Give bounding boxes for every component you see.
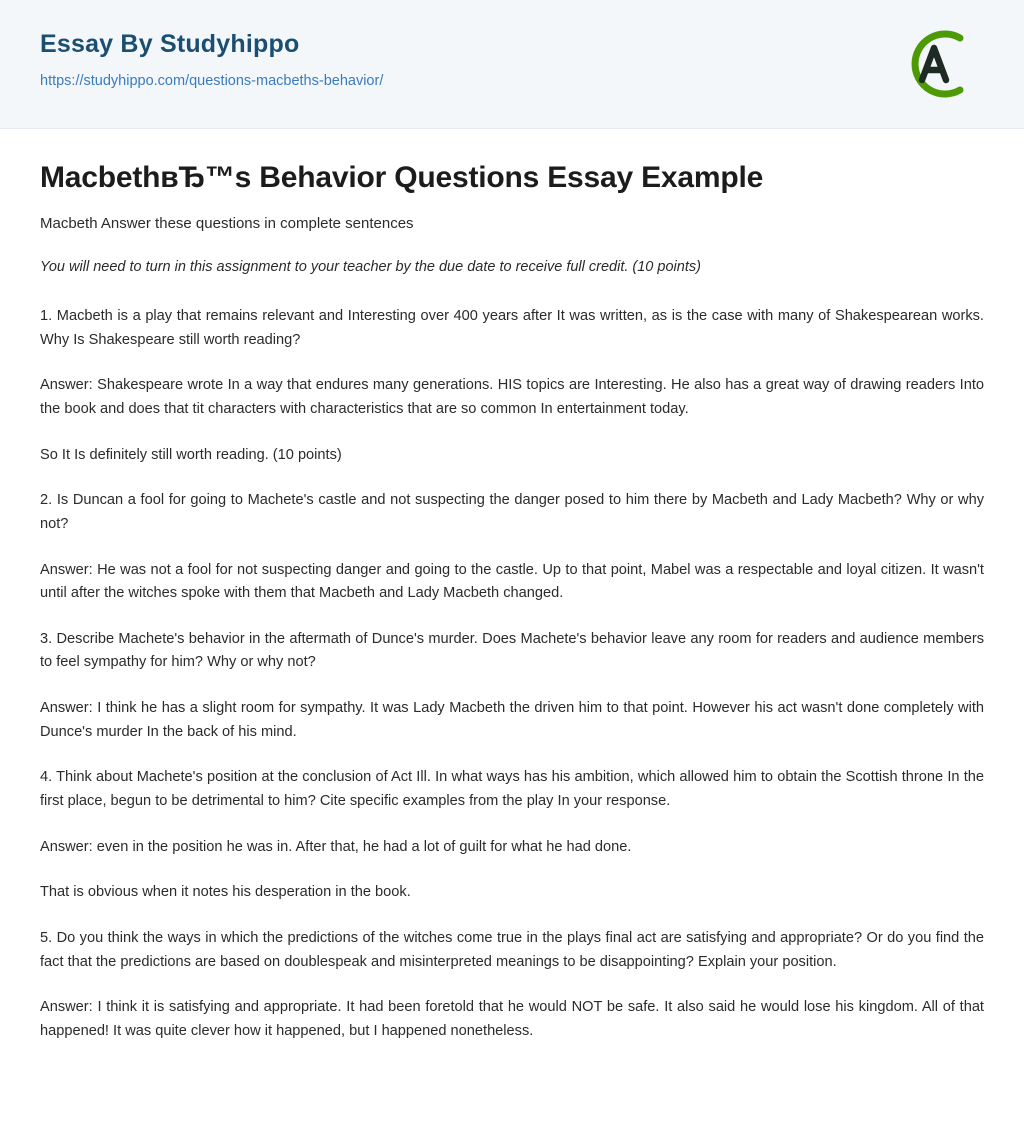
- paragraph: Answer: I think he has a slight room for sympathy. It was Lady Macbeth the driven him to that point. However his act wasn't done completely with Dunce's murder In the back of his mind.: [40, 700, 984, 740]
- site-header: [0, 0, 1024, 129]
- studyhippo-a-logo-icon: [892, 22, 976, 106]
- assignment-note: You will need to turn in this assignment to your teacher by the due date to receive full credit. (10 points): [40, 259, 701, 276]
- paragraph: 3. Describe Machete's behavior in the aftermath of Dunce's murder. Does Machete's behavior leave any room for readers and audience members to feel sympathy for him? Why or why not?: [40, 630, 984, 671]
- page-title: MacbethвЂ™s Behavior Questions Essay Example: [40, 161, 764, 194]
- paragraph: That is obvious when it notes his desperation in the book.: [40, 884, 411, 901]
- paragraph: 2. Is Duncan a fool for going to Machete's castle and not suspecting the danger posed to him there by Macbeth and Lady Macbeth? Why or why not?: [40, 492, 984, 532]
- paragraph: Answer: Shakespeare wrote In a way that endures many generations. HIS topics are Interesting. He also has a great way of drawing readers Into the book and does that tit characters with characteristics that are so common In entertainment today.: [40, 377, 984, 417]
- paragraph: So It Is definitely still worth reading. (10 points): [40, 446, 342, 463]
- paragraph: Answer: even in the position he was in. After that, he had a lot of guilt for what he had done.: [40, 838, 632, 855]
- source-url[interactable]: https://studyhippo.com/questions-macbeths-behavior/: [40, 73, 384, 89]
- paragraph: 4. Think about Machete's position at the conclusion of Act Ill. In what ways has his ambition, which allowed him to obtain the Scottish throne In the first place, begun to be detrimental to him? Cite specific examples from the play In your response.: [40, 769, 984, 810]
- brand-block: [40, 26, 383, 89]
- paragraph: Answer: I think it is satisfying and appropriate. It had been foretold that he would NOT be safe. It also said he would lose his kingdom. All of that happened! It was quite clever how it happened, but I happened nonetheless.: [40, 999, 984, 1039]
- paragraph: 1. Macbeth is a play that remains relevant and Interesting over 400 years after It was written, as is the case with many of Shakespearean works. Why Is Shakespeare still worth reading?: [40, 308, 984, 348]
- paragraph: 5. Do you think the ways in which the predictions of the witches come true in the plays final act are satisfying and appropriate? Or do you find the fact that the predictions are based on doublespeak and misinterpreted meanings to be disappointing? Explain your position.: [40, 929, 984, 970]
- document-subtitle: Macbeth Answer these questions in complete sentences: [40, 214, 414, 232]
- document-body: [0, 129, 1024, 1084]
- paragraph: Answer: He was not a fool for not suspecting danger and going to the castle. Up to that point, Mabel was a respectable and loyal citizen. It wasn't until after the witches spoke with them that Macbeth and Lady Macbeth changed.: [40, 561, 984, 602]
- site-brand-title: Essay By Studyhippo: [40, 30, 300, 58]
